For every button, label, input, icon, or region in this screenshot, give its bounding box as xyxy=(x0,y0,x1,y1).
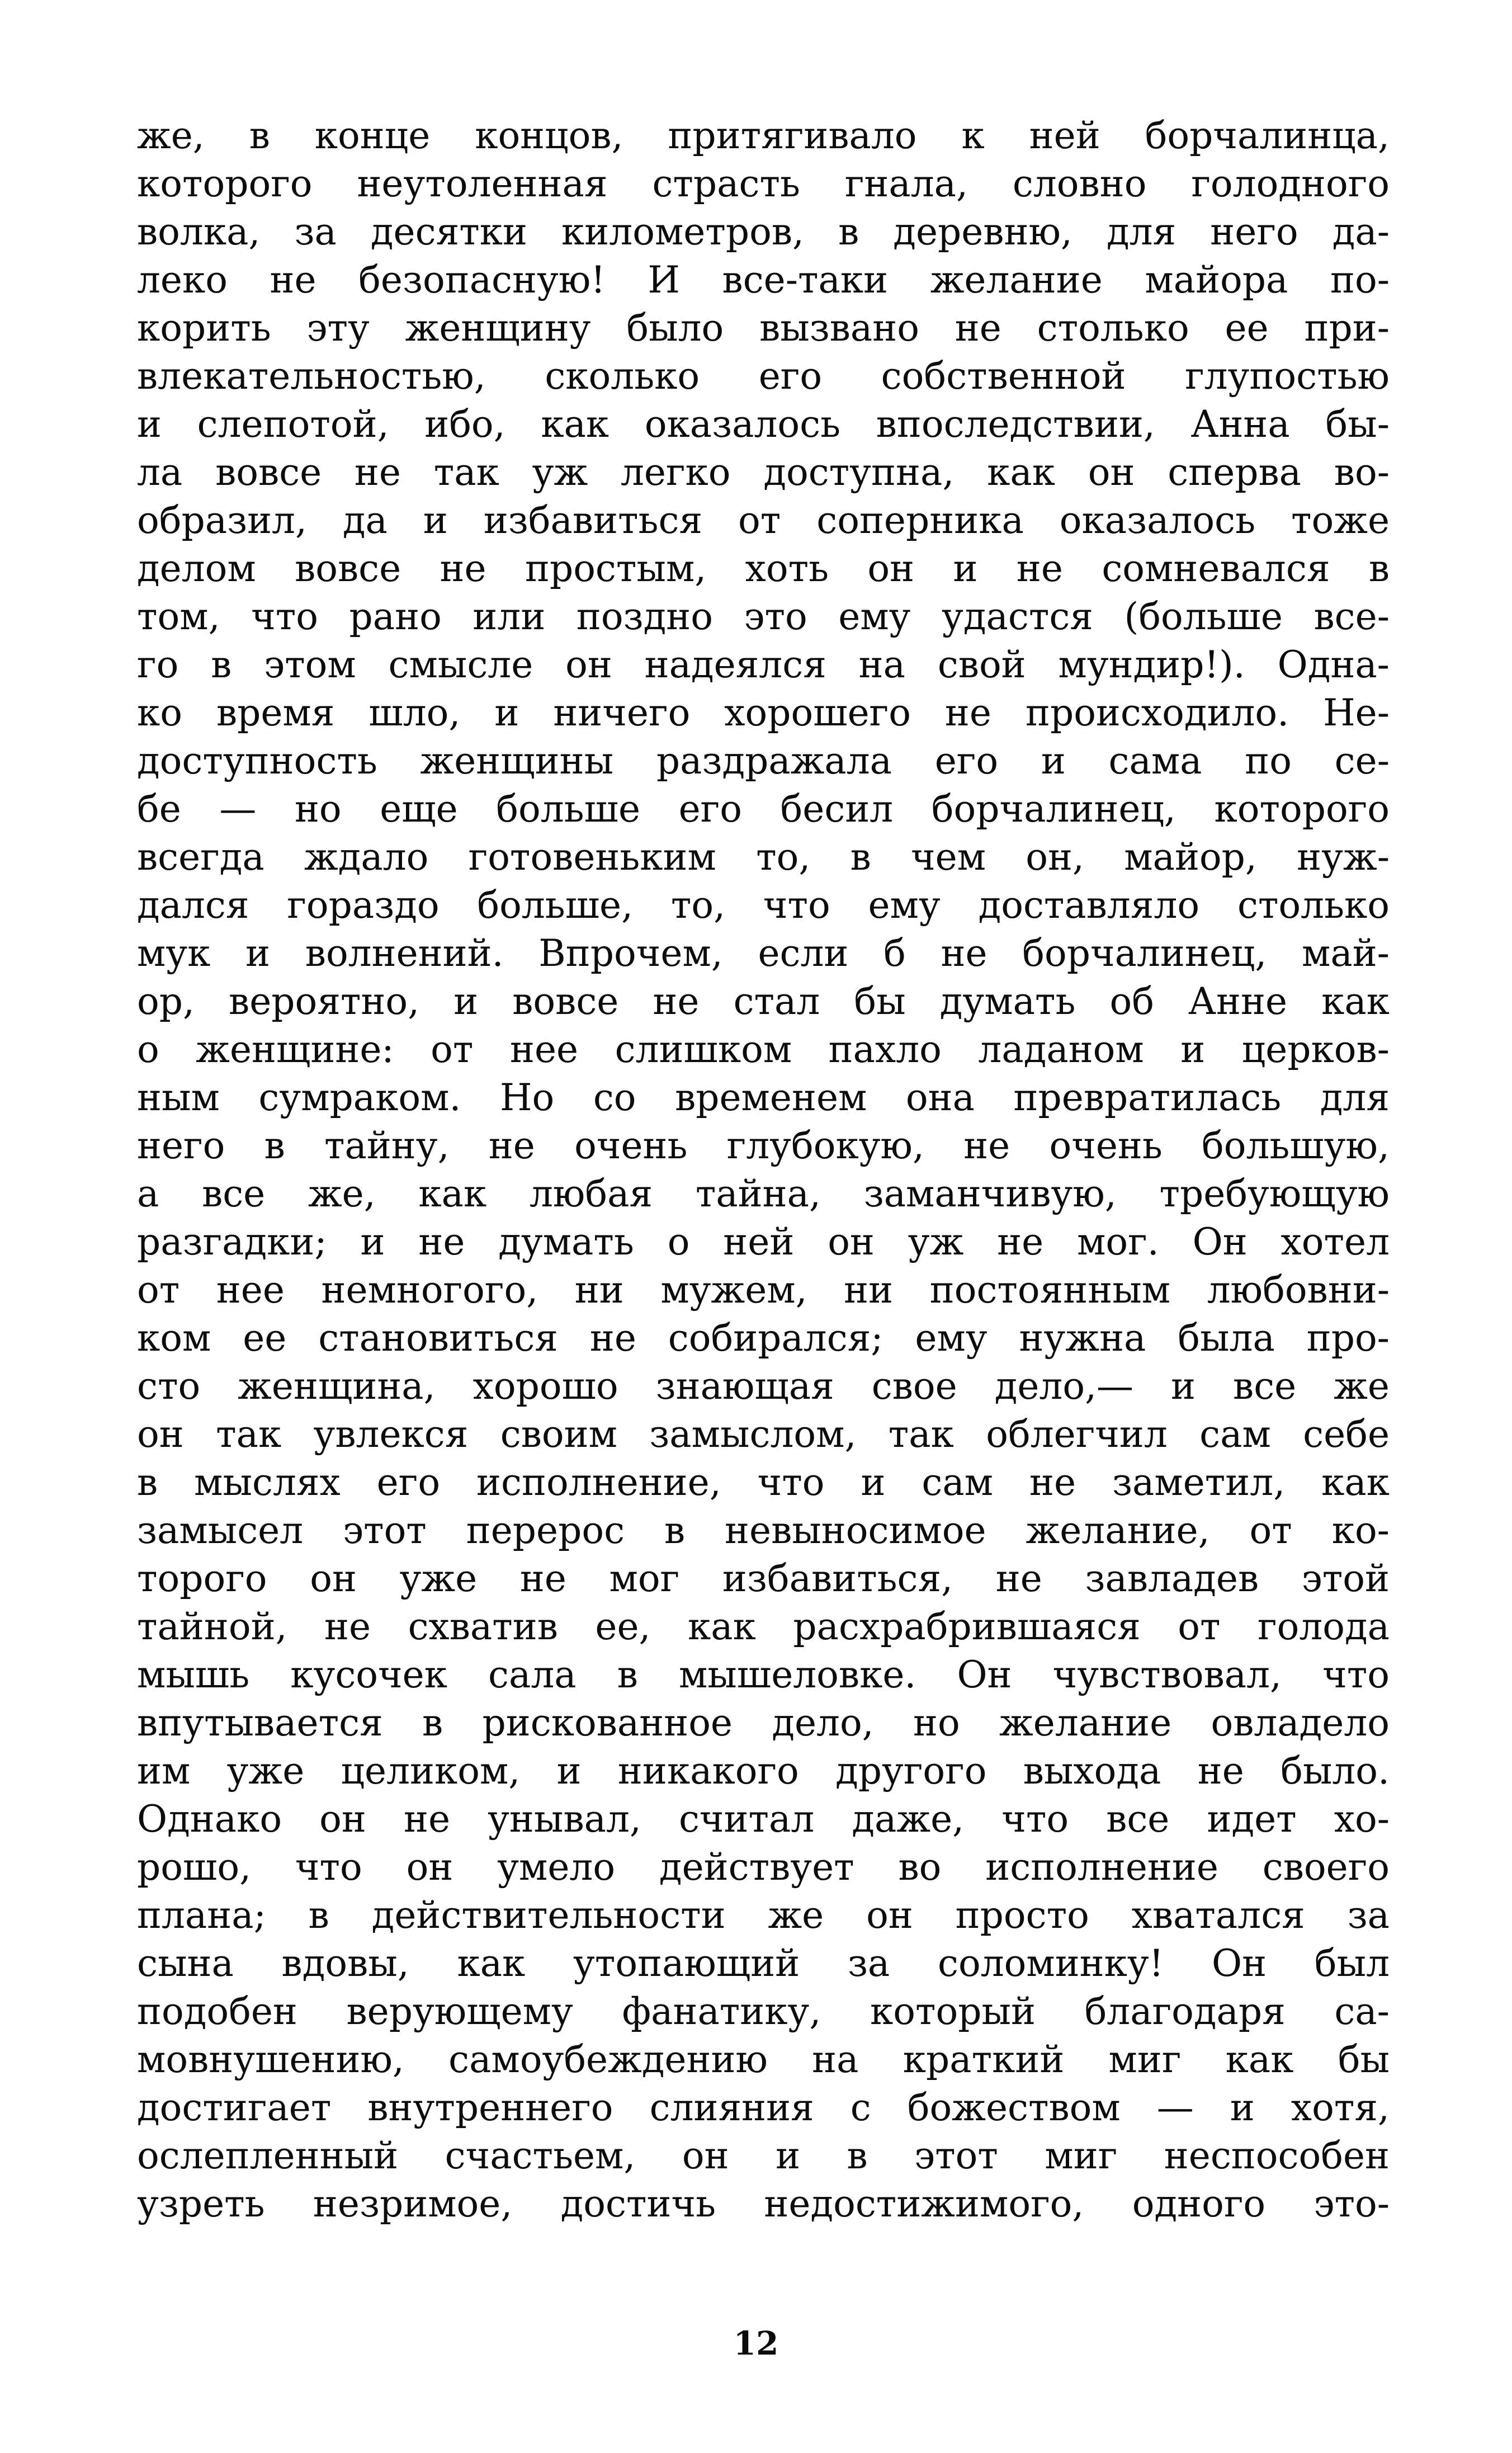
text-line: ным сумраком. Но со временем она превратилась для xyxy=(137,1076,1390,1119)
text-line: ком ее становиться не собирался; ему нужна была про- xyxy=(137,1317,1390,1360)
text-line: от нее немногого, ни мужем, ни постоянным любовни- xyxy=(137,1268,1390,1312)
text-line: им уже целиком, и никакого другого выхода не было. xyxy=(137,1749,1390,1792)
text-line: волка, за десятки километров, в деревню, для него да- xyxy=(137,210,1390,253)
text-line: в мыслях его исполнение, что и сам не заметил, как xyxy=(137,1461,1390,1504)
text-line: же, в конце концов, притягивало к ней борчалинца, xyxy=(137,114,1390,157)
text-line: го в этом смысле он надеялся на свой мундир!). Одна- xyxy=(137,643,1390,686)
text-line: достигает внутреннего слияния с божеством — и хотя, xyxy=(137,2086,1390,2129)
text-line: мук и волнений. Впрочем, если б не борчалинец, май- xyxy=(137,932,1390,975)
text-line: делом вовсе не простым, хоть он и не сомневался в xyxy=(137,547,1390,590)
text-line: ослепленный счастьем, он и в этот миг неспособен xyxy=(137,2134,1390,2177)
text-line: ор, вероятно, и вовсе не стал бы думать об Анне как xyxy=(137,980,1390,1023)
text-line: мовнушению, самоубеждению на краткий миг как бы xyxy=(137,2038,1390,2081)
text-line: доступность женщины раздражала его и сама по се- xyxy=(137,739,1390,782)
text-line: и слепотой, ибо, как оказалось впоследствии, Анна бы- xyxy=(137,403,1390,446)
text-line: него в тайну, не очень глубокую, не очень большую, xyxy=(137,1124,1390,1167)
text-line: а все же, как любая тайна, заманчивую, требующую xyxy=(137,1172,1390,1215)
text-line: всегда ждало готовеньким то, в чем он, майор, нуж- xyxy=(137,836,1390,879)
text-line: подобен верующему фанатику, который благодаря са- xyxy=(137,1990,1390,2033)
text-line: он так увлекся своим замыслом, так облегчил сам себе xyxy=(137,1413,1390,1456)
text-line: Однако он не унывал, считал даже, что все идет хо- xyxy=(137,1798,1390,1841)
text-line: леко не безопасную! И все-таки желание майора по- xyxy=(137,258,1390,301)
body-text xyxy=(137,112,1390,2228)
text-line: торого он уже не мог избавиться, не завладев этой xyxy=(137,1557,1390,1600)
text-line: мышь кусочек сала в мышеловке. Он чувствовал, что xyxy=(137,1653,1390,1696)
text-line: бе — но еще больше его бесил борчалинец, которого xyxy=(137,787,1390,831)
text-line: о женщине: от нее слишком пахло ладаном и церков- xyxy=(137,1028,1390,1071)
text-line: дался гораздо больше, то, что ему доставляло столько xyxy=(137,884,1390,927)
text-line: которого неутоленная страсть гнала, словно голодного xyxy=(137,162,1390,205)
text-line: узреть незримое, достичь недостижимого, одного это- xyxy=(137,2182,1390,2225)
text-line: влекательностью, сколько его собственной глупостью xyxy=(137,355,1390,398)
text-line: разгадки; и не думать о ней он уж не мог. Он хотел xyxy=(137,1220,1390,1263)
text-line: образил, да и избавиться от соперника оказалось тоже xyxy=(137,499,1390,542)
page-number: 12 xyxy=(733,2324,779,2362)
text-line: тайной, не схватив ее, как расхрабрившаяся от голода xyxy=(137,1605,1390,1648)
text-line: плана; в действительности же он просто хватался за xyxy=(137,1894,1390,1937)
text-line: сто женщина, хорошо знающая свое дело,— и все же xyxy=(137,1365,1390,1408)
text-line: корить эту женщину было вызвано не столько ее при- xyxy=(137,306,1390,350)
text-line: том, что рано или поздно это ему удастся (больше все- xyxy=(137,595,1390,638)
text-line: замысел этот перерос в невыносимое желание, от ко- xyxy=(137,1509,1390,1552)
text-line: впутывается в рискованное дело, но желание овладело xyxy=(137,1701,1390,1744)
text-line: сына вдовы, как утопающий за соломинку! Он был xyxy=(137,1942,1390,1985)
text-line: рошо, что он умело действует во исполнение своего xyxy=(137,1846,1390,1889)
text-line: ко время шло, и ничего хорошего не происходило. Не- xyxy=(137,691,1390,734)
text-line: ла вовсе не так уж легко доступна, как он сперва во- xyxy=(137,451,1390,494)
